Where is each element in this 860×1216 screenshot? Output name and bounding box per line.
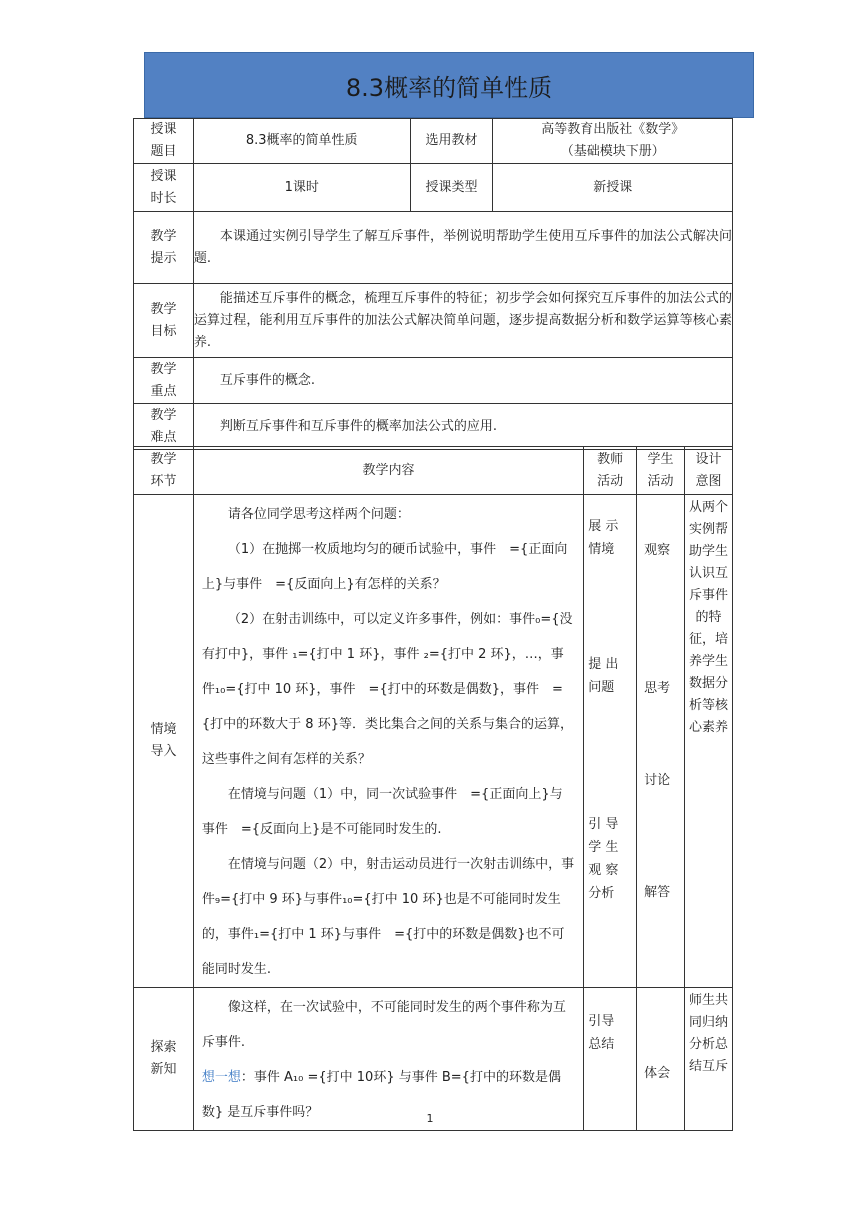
lesson-type-value: 新授课 bbox=[493, 164, 733, 212]
banner-title: 8.3概率的简单性质 bbox=[345, 73, 553, 102]
label-lesson-type: 授课类型 bbox=[410, 164, 493, 212]
key-text: 互斥事件的概念. bbox=[193, 358, 732, 404]
duration-value: 1课时 bbox=[193, 164, 410, 212]
difficulty-text: 判断互斥事件和互斥事件的概率加法公式的应用. bbox=[193, 404, 732, 450]
think-text: ：事件 A₁₀ ={打中 10环} 与事件 B={打中的环数是偶数} 是互斥事件吗？ bbox=[201, 1070, 561, 1120]
student-activity-answer: 解答 bbox=[644, 885, 671, 900]
header-teacher: 教师 活动 bbox=[584, 447, 637, 495]
student-activity-experience: 体会 bbox=[644, 1066, 671, 1081]
hint-text: 本课通过实例引导学生了解互斥事件，举例说明帮助学生使用互斥事件的加法公式解决问题. bbox=[193, 212, 732, 284]
design-intent-1: 从两个实例帮助学生认识互斥事件的特征，培养学生数据分析等核心素养 bbox=[685, 495, 733, 988]
title-banner bbox=[144, 52, 754, 118]
explore-content bbox=[193, 988, 583, 1131]
header-student: 学生 活动 bbox=[637, 447, 685, 495]
teacher-activity-ask: 提 出 问题 bbox=[588, 657, 619, 695]
page-number: 1 bbox=[426, 1112, 434, 1125]
topic-value: 8.3概率的简单性质 bbox=[193, 119, 410, 164]
label-goal: 教学 目标 bbox=[134, 284, 194, 358]
info-table bbox=[133, 118, 733, 450]
content-paragraph: 在情境与问题（2）中，射击运动员进行一次射击训练中，事件₉={打中 9 环}与事件₁₀={打中 10 环}也是不可能同时发生的，事件₁={打中 1 环}与事件 ={打中的环数是偶数}也不可能同时发生. bbox=[201, 857, 575, 977]
stage-situation: 情境 导入 bbox=[134, 495, 194, 988]
student-activity-discuss: 讨论 bbox=[644, 773, 671, 788]
content-paragraph: （2）在射击训练中，可以定义许多事件，例如：事件₀={没有打中}，事件 ₁={打中 1 环}，事件 ₂={打中 2 环}，…，事件₁₀={打中 10 环}，事件 ={打中的环数是偶数}，事件 ={打中的环数大于 8 环}等．类比集合之间的关系与集合的运算，这些事件之间有怎样的关系？ bbox=[201, 612, 573, 767]
label-textbook: 选用教材 bbox=[410, 119, 493, 164]
content-paragraph: 像这样，在一次试验中，不可能同时发生的两个事件称为互斥事件. bbox=[201, 1000, 566, 1050]
student-activity-observe: 观察 bbox=[644, 543, 671, 558]
design-intent-2: 师生共同归纳分析总结互斥 bbox=[685, 988, 733, 1131]
student-activity-cell-2 bbox=[637, 988, 685, 1131]
label-key: 教学 重点 bbox=[134, 358, 194, 404]
content-paragraph: （1）在抛掷一枚质地均匀的硬币试验中，事件 ={正面向上}与事件 ={反面向上}有怎样的关系？ bbox=[201, 542, 568, 592]
teacher-activity-summary: 引导 总结 bbox=[588, 1014, 615, 1052]
goal-text: 能描述互斥事件的概念，梳理互斥事件的特征；初步学会如何探究互斥事件的加法公式的运算过程，能利用互斥事件的加法公式解决简单问题，逐步提高数据分析和数学运算等核心素养. bbox=[193, 284, 732, 358]
teacher-activity-cell bbox=[584, 495, 637, 988]
header-stage: 教学 环节 bbox=[134, 447, 194, 495]
teacher-activity-cell-2 bbox=[584, 988, 637, 1131]
student-activity-think: 思考 bbox=[644, 681, 671, 696]
header-content: 教学内容 bbox=[193, 447, 583, 495]
teacher-activity-guide: 引 导 学 生 观 察 分析 bbox=[588, 817, 619, 901]
label-difficulty: 教学 难点 bbox=[134, 404, 194, 450]
teacher-activity-show: 展 示 情境 bbox=[588, 519, 619, 557]
content-paragraph: 请各位同学思考这样两个问题： bbox=[227, 507, 410, 522]
stage-explore: 探索 新知 bbox=[134, 988, 194, 1131]
header-intent: 设计 意图 bbox=[685, 447, 733, 495]
label-hint: 教学 提示 bbox=[134, 212, 194, 284]
process-table bbox=[133, 446, 733, 1131]
student-activity-cell bbox=[637, 495, 685, 988]
label-topic: 授课 题目 bbox=[134, 119, 194, 164]
textbook-value: 高等教育出版社《数学》 （基础模块下册） bbox=[493, 119, 733, 164]
content-paragraph: 在情境与问题（1）中，同一次试验事件 ={正面向上}与事件 ={反面向上}是不可能同时发生的. bbox=[201, 787, 563, 837]
think-label: 想一想 bbox=[201, 1070, 241, 1085]
label-duration: 授课 时长 bbox=[134, 164, 194, 212]
situation-content bbox=[193, 495, 583, 988]
